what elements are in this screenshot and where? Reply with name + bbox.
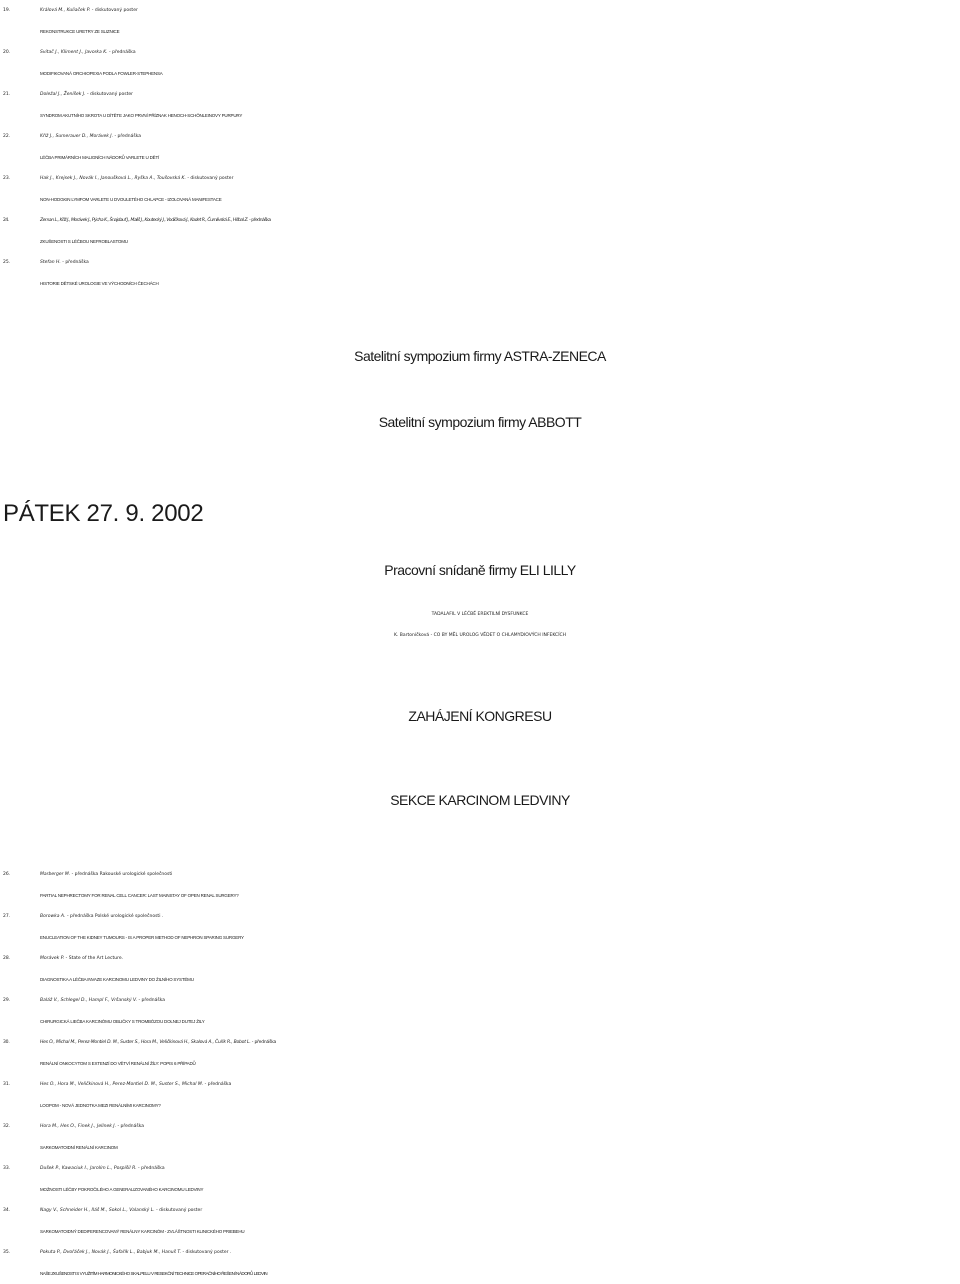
entry-list-bottom [0,864,960,1284]
entry-number: 34. [3,1208,11,1213]
entry-authors: Nagy V., Schneider H., Iláš M., Sokol L., Valanský L. [40,1208,155,1213]
entry-title: RENÁLNÍ ONKOCYTOM S EXTENZÍ DO VĚTVÍ RENÁLNÍ ŽÍLY: POPIS 6 PŘÍPADŮ [40,1061,196,1066]
breakfast-eli-lilly: Pracovní snídaně firmy ELI LILLY [384,562,576,578]
entry-type: - přednáška [116,1124,145,1129]
breakfast-topic-2: K. Bartoníčková - CO BY MĚL UROLOG VĚDET O CHLAMYDIOVÝCH INFEKCÍCH [393,633,567,638]
entry-number: 26. [3,872,11,877]
entry-authors: Borowka A. [40,914,66,919]
entry-authors: Doležal J., Ženíšek J. [40,92,86,97]
entry-list-top [0,0,960,294]
entry-authors: Hak J., Krejsek J., Novák I., Janoušková L., Ryška A., Toušovská K. [40,176,186,181]
entry-27 [0,906,960,948]
entry-title: ENUCLEATION OF THE KIDNEY TUMOURS - IS A PROPER METHOD OF NEPHRON SPARING SURGERY [40,935,244,940]
entry-type: - diskutovaný poster [90,8,138,13]
entry-title: REKONSTRUKCE URETRY ZE SLIZNICE [40,29,120,34]
entry-type: - diskutovaný poster . [181,1250,232,1255]
entry-type: - přednáška [60,260,89,265]
entry-authors: Hes O., Michal M., Perez-Montiel D. M., Suster S., Hora M., Veličkinová H., Skalová A., Čuřík R., Bobot L. [40,1040,251,1045]
entry-20 [0,42,960,84]
entry-number: 20. [3,50,11,55]
entry-title: MOŽNOSTI LÉČBY POKROČILÉHO A GENERALIZOVANÉHO KARCINOMU LEDVINY [40,1187,204,1192]
entry-type: - State of the Art Lecture. [64,956,124,961]
entry-title: LOOPOM - NOVÁ JEDNOTKA MEZI RENÁLNÍMI KARCINOMY? [40,1103,161,1108]
entry-authors: Kříž J., Sumerauer D., Morávek J. [40,134,114,139]
entry-35 [0,1242,960,1284]
entry-31 [0,1074,960,1116]
entry-type: - diskutovaný poster [85,92,134,97]
entry-24 [0,210,960,252]
entry-authors: Hes O., Hora M., Veličkinová H., Perez-Montiel D. M., Suster S., Michal M. [40,1082,204,1087]
entry-authors: Dušek P., Kawaciuk I., Jarolím L., Pospíšil R. [40,1166,137,1171]
entry-type: - přednáška [248,218,271,223]
entry-authors: Marberger M. [40,872,71,877]
entry-33 [0,1158,960,1200]
entry-22 [0,126,960,168]
entry-authors: Zeman L., Kříž J., Morávek J., Pýcha K., Šnajdauf J., Mališ J., Koutecký J., Vodičková J., Kodet R., Čumlivská E., Hříbal Z. [40,218,249,223]
breakfast-topic-1: TADALAFIL V LÉČBĚ EREKTILNÍ DYSFUNKCE [431,612,529,617]
entry-type: - přednáška [137,998,166,1003]
date-heading: PÁTEK 27. 9. 2002 [3,500,204,527]
entry-number: 19. [3,8,11,13]
entry-26 [0,864,960,906]
entry-type: - přednáška [113,134,142,139]
entry-authors: Baláž V., Schlegel D., Hampl F., Vršanský V. [40,998,138,1003]
entry-type: - přednáška [250,1040,277,1045]
entry-number: 24. [3,218,9,223]
entry-title: SYNDROM AKUTNÍHO SKROTA U DÍTĚTE JAKO PRVNÍ PŘÍZNAK HENOCH-SCHÖNLEINOVY PURPURY [40,113,243,118]
entry-type: - přednáška Polské urologické společnosti . [65,914,164,919]
entry-authors: Králová M., Kuliaček P. [40,8,91,13]
entry-number: 27. [3,914,11,919]
entry-title: LÉČBA PRIMÁRNÍCH MALIGNÍCH NÁDORŮ VARLETE U DĚTÍ [40,155,160,160]
entry-title: MODIFIKOVANÁ ORCHIOPEXIA PODLA FOWLER-STEPHENSA [40,71,163,76]
entry-number: 22. [3,134,11,139]
entry-type: - přednáška [107,50,136,55]
congress-opening: ZAHÁJENÍ KONGRESU [408,708,552,724]
entry-title: HISTORIE DĚTSKÉ UROLOGIE VE VÝCHODNÍCH ČECHÁCH [40,281,159,286]
entry-title: DIAGNOSTIKA A LÉČBA INVAZE KARCINOMU LEDVINY DO ŽILNÍHO SYSTÉMU [40,977,194,982]
entry-title: NON-HODGKIN LYMFOM VARLETE U DVOULETÉHO CHLAPCE - IZOLOVANÁ MANIFESTACE [40,197,222,202]
entry-type: - přednáška [203,1082,232,1087]
entry-authors: Hora M., Hes O., Finek J., Jelínek J. [40,1124,117,1129]
entry-number: 28. [3,956,11,961]
entry-title: SARKOMATOIDNÍ RENÁLNÍ KARCINOM [40,1145,118,1150]
entry-number: 23. [3,176,11,181]
entry-number: 30. [3,1040,10,1045]
entry-type: - přednáška Rakouské urologické společnosti [70,872,173,877]
entry-32 [0,1116,960,1158]
entry-authors: Morávek P. [40,956,65,961]
entry-number: 29. [3,998,11,1003]
entry-number: 33. [3,1166,11,1171]
entry-type: - diskutovaný poster [185,176,234,181]
entry-30 [0,1032,960,1074]
symposium-astra-zeneca: Satelitní sympozium firmy ASTRA-ZENECA [354,348,606,364]
entry-authors: Pokuta P., Dvořáček J., Novák J., Šafařík L., Babjuk M., Hanuš T. [40,1250,182,1255]
entry-19 [0,0,960,42]
entry-23 [0,168,960,210]
entry-type: - přednáška [136,1166,165,1171]
symposium-abbott: Satelitní sympozium firmy ABBOTT [378,414,582,430]
entry-28 [0,948,960,990]
entry-title: CHIRURGICKÁ LIEČBA KARCINÓMU OBLIČKY S TROMBÓZOU DOLNEJ DUTEJ ŽILY [40,1019,205,1024]
entry-number: 25. [3,260,11,265]
entry-21 [0,84,960,126]
entry-title: SARKOMATOIDNÝ DEDIFERENCOVANÝ RENÁLNY KARCINÓM - ZVLÁŠTNOSTI KLINICKÉHO PRIEBEHU [40,1229,245,1234]
entry-number: 21. [3,92,11,97]
entry-number: 35. [3,1250,11,1255]
entry-authors: Stefan H. [40,260,61,265]
entry-title: NAŠE ZKUŠENOSTI S VYUŽITÍM HARMONICKÉHO SKALPELU V RESEKČNÍ TECHNICE OPERAČNÍHO ŘEŠENÍ NÁDORŮ LEDVIN [40,1271,268,1276]
entry-25 [0,252,960,294]
entry-title: PARTIAL NEPHRECTOMY FOR RENAL CELL CANCER: LAST MAINSTAY OF OPEN RENAL SURGERY? [40,893,239,898]
section-heading: SEKCE KARCINOM LEDVINY [390,792,570,808]
entry-type: - diskutovaný poster [154,1208,203,1213]
entry-number: 31. [3,1082,11,1087]
entry-34 [0,1200,960,1242]
entry-number: 32. [3,1124,11,1129]
entry-title: ZKUŠENOSTI S LÉČBOU NEFROBLASTOMU [40,239,128,244]
entry-29 [0,990,960,1032]
entry-authors: Svitač J., Kliment J., Javorka K. [40,50,108,55]
